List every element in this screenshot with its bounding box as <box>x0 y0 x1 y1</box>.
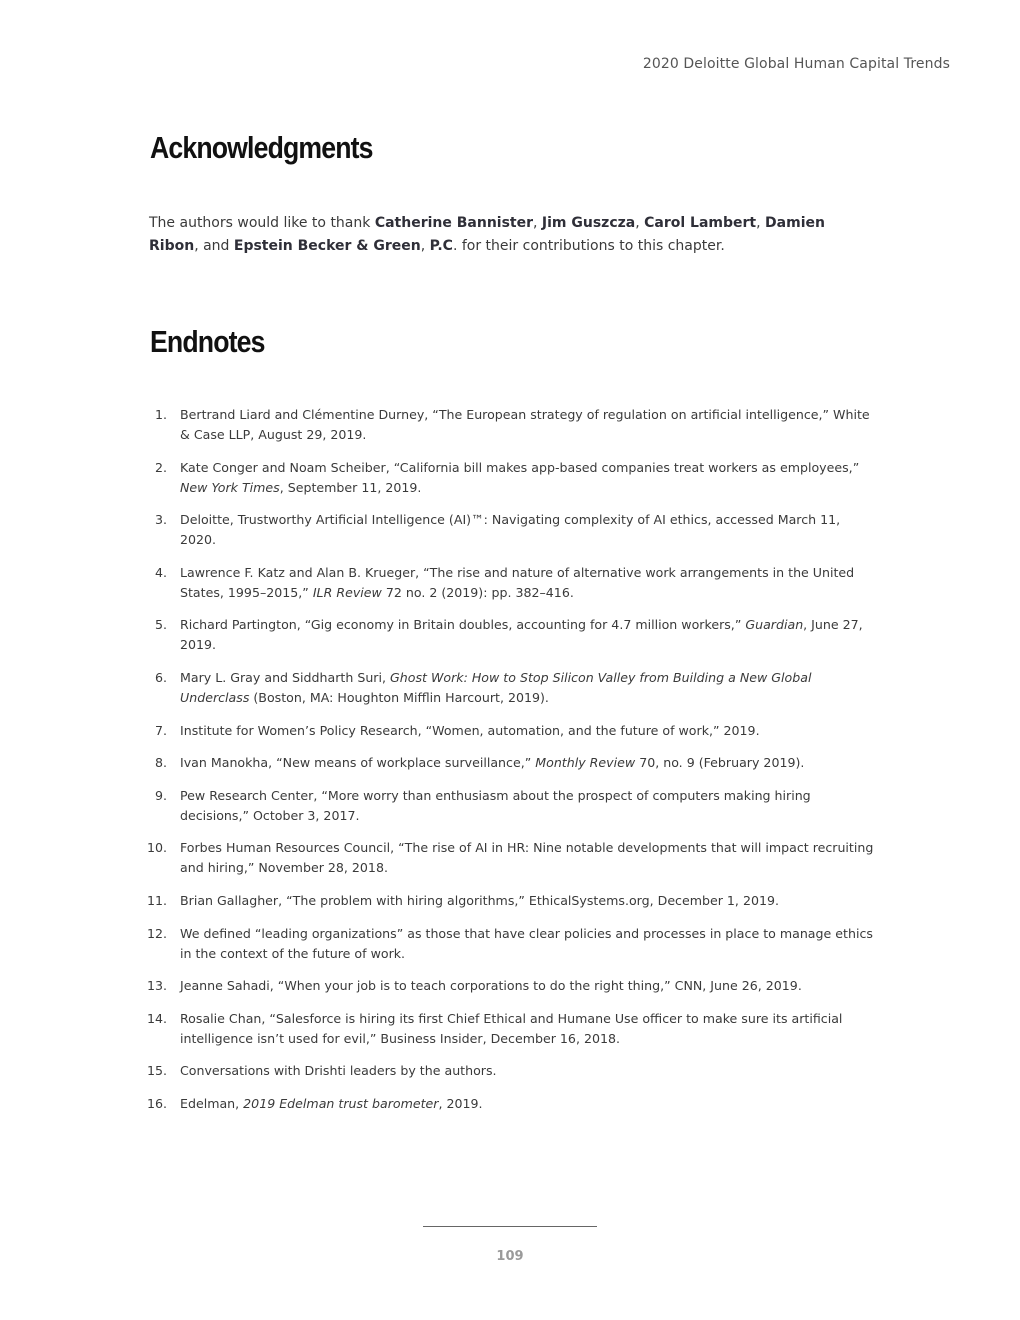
endnote-text: Jeanne Sahadi, “When your job is to teach corporations to do the right thing,” CNN, June 26, 2019. <box>180 978 802 994</box>
ack-text: The authors would like to thank <box>149 215 375 231</box>
endnote-text: Deloitte, Trustworthy Artificial Intelligence (AI)™: Navigating complexity of AI ethics, accessed March 11, 2020. <box>180 512 841 548</box>
endnotes-heading: Endnotes <box>150 324 265 359</box>
endnote-item <box>147 510 875 550</box>
endnote-number: 11. <box>147 892 168 908</box>
endnote-number: 9. <box>154 787 167 803</box>
endnote-source-title: Monthly Review <box>535 755 636 771</box>
endnote-item <box>147 1009 875 1049</box>
acknowledgments-heading: Acknowledgments <box>150 130 373 165</box>
ack-separator: , <box>635 215 645 231</box>
acknowledgments-paragraph <box>149 212 874 258</box>
endnote-text: Bertrand Liard and Clémentine Durney, “The European strategy of regulation on artificial intelligence,” White & Case LLP, August 29, 2019. <box>180 407 870 442</box>
endnote-item <box>147 1061 875 1081</box>
endnote-number: 7. <box>154 722 167 738</box>
endnotes-list <box>147 405 875 1127</box>
endnote-text: Forbes Human Resources Council, “The rise of AI in HR: Nine notable developments that will impact recruiting and hiring,” November 28, 2018. <box>180 840 874 876</box>
running-header: 2020 Deloitte Global Human Capital Trends <box>642 56 950 72</box>
endnote-item <box>147 976 875 996</box>
ack-name: Carol Lambert <box>644 215 757 231</box>
endnote-number: 15. <box>147 1063 168 1079</box>
endnote-item <box>147 891 875 911</box>
endnote-number: 13. <box>147 978 168 994</box>
endnote-number: 5. <box>154 617 167 633</box>
ack-name: Jim Guszcza <box>541 215 636 231</box>
endnote-text: Conversations with Drishti leaders by the authors. <box>180 1063 497 1079</box>
endnote-number: 12. <box>147 925 168 941</box>
endnote-number: 10. <box>147 840 168 856</box>
endnote-number: 6. <box>154 669 167 685</box>
endnote-text: Edelman, <box>180 1095 244 1111</box>
ack-separator: , and <box>194 238 234 254</box>
ack-separator: , <box>533 215 542 231</box>
endnote-source-title: Ghost Work: How to Stop Silicon Valley from Building a New Global Underclass <box>180 669 812 705</box>
endnote-text: (Boston, MA: Houghton Mifflin Harcourt, 2019). <box>249 689 549 705</box>
page-number: 109 <box>496 1249 524 1264</box>
ack-name: Epstein Becker & Green <box>233 238 421 254</box>
footer-divider <box>423 1226 597 1227</box>
endnote-text: Lawrence F. Katz and Alan B. Krueger, “The rise and nature of alternative work arrangements in the United States, 1995–2015,” <box>180 564 855 600</box>
endnote-source-title: ILR Review <box>312 584 382 600</box>
endnote-text: , June 27, 2019. <box>180 617 863 653</box>
endnote-text: Institute for Women’s Policy Research, “Women, automation, and the future of work,” 2019. <box>180 722 760 738</box>
endnote-source-title: New York Times <box>180 479 280 495</box>
endnote-text: , September 11, 2019. <box>279 479 422 495</box>
endnote-text: Pew Research Center, “More worry than enthusiasm about the prospect of computers making hiring decisions,” October 3, 2017. <box>180 787 811 823</box>
endnote-text: , 2019. <box>438 1095 483 1111</box>
endnote-number: 3. <box>154 512 167 528</box>
endnote-text: Kate Conger and Noam Scheiber, “California bill makes app-based companies treat workers as employees,” <box>180 459 860 475</box>
endnote-item <box>147 405 875 445</box>
endnote-number: 8. <box>154 755 167 771</box>
endnote-item <box>147 838 875 878</box>
endnote-item <box>147 924 875 964</box>
ack-name: P.C <box>429 238 453 254</box>
endnote-text: Mary L. Gray and Siddharth Suri, <box>180 669 390 685</box>
endnote-item <box>147 721 875 741</box>
endnote-item <box>147 753 875 773</box>
endnote-text: Brian Gallagher, “The problem with hiring algorithms,” EthicalSystems.org, December 1, 2019. <box>180 892 779 908</box>
endnote-number: 4. <box>154 564 167 580</box>
ack-separator: , <box>756 215 766 231</box>
endnote-text: 70, no. 9 (February 2019). <box>635 755 805 771</box>
endnote-item <box>147 668 875 708</box>
endnote-text: Richard Partington, “Gig economy in Britain doubles, accounting for 4.7 million workers,” <box>180 617 746 633</box>
ack-name: Damien Ribon <box>149 215 825 254</box>
endnote-text: We defined “leading organizations” as those that have clear policies and processes in place to manage ethics in the context of the future of work. <box>180 925 873 961</box>
endnote-text: Ivan Manokha, “New means of workplace surveillance,” <box>180 755 536 771</box>
endnote-source-title: 2019 Edelman trust barometer <box>243 1095 439 1111</box>
endnote-source-title: Guardian <box>745 617 804 633</box>
ack-separator: , <box>420 238 430 254</box>
endnote-item <box>147 786 875 826</box>
endnote-number: 2. <box>154 459 167 475</box>
endnote-item <box>147 1094 875 1114</box>
endnote-text: 72 no. 2 (2019): pp. 382–416. <box>381 584 574 600</box>
endnote-number: 16. <box>147 1095 168 1111</box>
endnote-item <box>147 563 875 603</box>
endnote-item <box>147 615 875 655</box>
ack-text: . for their contributions to this chapter. <box>452 238 725 254</box>
endnote-text: Rosalie Chan, “Salesforce is hiring its first Chief Ethical and Humane Use officer to make sure its artificial intelligence isn’t used for evil,” Business Insider, December 16, 2018. <box>180 1010 843 1046</box>
ack-name: Catherine Bannister <box>374 215 534 231</box>
endnote-number: 14. <box>147 1010 168 1026</box>
endnote-item <box>147 458 875 498</box>
endnote-number: 1. <box>154 407 167 422</box>
